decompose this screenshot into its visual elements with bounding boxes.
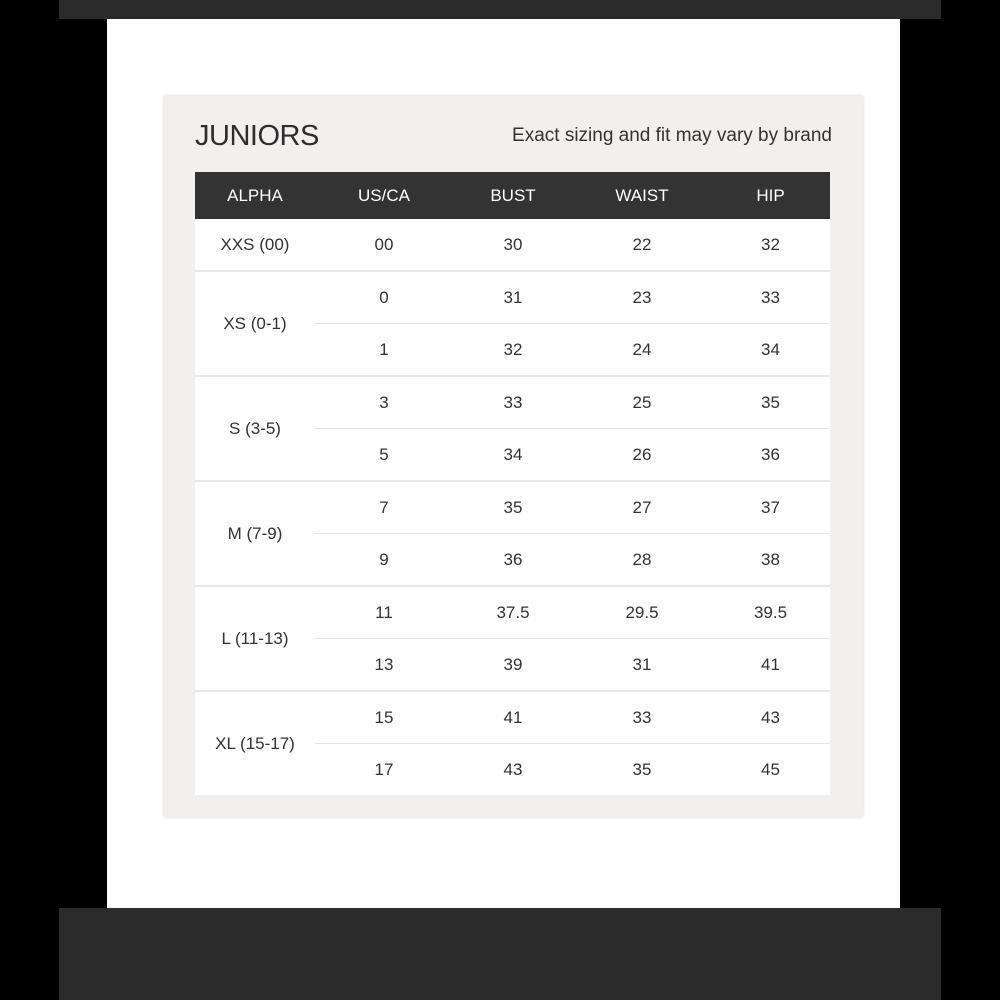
table-row: [315, 428, 830, 480]
waist-cell: 27: [632, 497, 652, 517]
waist-cell: 33: [632, 707, 652, 727]
bust-cell: 34: [503, 444, 523, 464]
bust-cell: 41: [503, 707, 523, 727]
waist-cell: 29.5: [625, 602, 659, 622]
bust-cell: 31: [503, 287, 523, 307]
us-ca-cell: 15: [374, 707, 394, 727]
waist-cell: 23: [632, 287, 652, 307]
size-group: [195, 587, 830, 692]
waist-cell: 35: [632, 759, 652, 779]
bust-cell: 32: [503, 339, 523, 359]
waist-cell: 28: [632, 549, 652, 569]
table-row: [315, 638, 830, 690]
hip-cell: 41: [761, 654, 780, 674]
bust-cell: 39: [503, 654, 523, 674]
hip-cell: 38: [761, 549, 780, 569]
table-row: [315, 533, 830, 585]
hip-cell: 43: [761, 707, 780, 727]
hip-cell: 45: [761, 759, 780, 779]
waist-cell: 26: [632, 444, 652, 464]
table-row: [315, 482, 830, 533]
hip-cell: 35: [761, 392, 780, 412]
bust-cell: 35: [503, 497, 523, 517]
header-hip: HIP: [756, 185, 785, 205]
us-ca-cell: 9: [379, 549, 389, 569]
us-ca-cell: 7: [379, 497, 389, 517]
table-row: [315, 323, 830, 375]
alpha-size: XS (0-1): [223, 313, 287, 333]
hip-cell: 32: [761, 234, 780, 254]
us-ca-cell: 3: [379, 392, 389, 412]
chart-note: Exact sizing and fit may vary by brand: [512, 125, 832, 146]
hip-cell: 34: [761, 339, 780, 359]
us-ca-cell: 13: [374, 654, 394, 674]
waist-cell: 31: [632, 654, 652, 674]
us-ca-cell: 5: [379, 444, 389, 464]
bust-cell: 30: [503, 234, 523, 254]
alpha-size: L (11-13): [221, 628, 289, 648]
table-header: [195, 172, 830, 219]
chart-title: JUNIORS: [195, 120, 319, 152]
size-table: [195, 172, 830, 795]
size-group: [195, 482, 830, 587]
table-row: [315, 272, 830, 323]
size-group: [195, 219, 830, 272]
size-chart-card: [164, 96, 863, 817]
table-row: [315, 743, 830, 795]
us-ca-cell: 11: [375, 602, 393, 622]
header-waist: WAIST: [615, 185, 669, 205]
bust-cell: 37.5: [496, 602, 530, 622]
hip-cell: 37: [761, 497, 780, 517]
waist-cell: 24: [632, 339, 652, 359]
table-row: [315, 377, 830, 428]
table-row: [315, 219, 830, 270]
bust-cell: 33: [503, 392, 523, 412]
hip-cell: 39.5: [753, 602, 788, 622]
us-ca-cell: 00: [374, 234, 394, 254]
alpha-size: XL (15-17): [215, 733, 295, 753]
alpha-size: M (7-9): [227, 523, 283, 543]
us-ca-cell: 17: [374, 759, 394, 779]
size-group: [195, 692, 830, 795]
waist-cell: 25: [632, 392, 652, 412]
header-us-ca: US/CA: [358, 185, 410, 205]
size-group: [195, 377, 830, 482]
hip-cell: 33: [761, 287, 780, 307]
alpha-size: S (3-5): [229, 418, 281, 438]
bust-cell: 43: [503, 759, 523, 779]
us-ca-cell: 1: [379, 339, 389, 359]
us-ca-cell: 0: [379, 287, 389, 307]
table-row: [315, 587, 830, 638]
table-row: [315, 692, 830, 743]
top-bar: [59, 0, 941, 19]
size-group: [195, 272, 830, 377]
bottom-bar: [59, 908, 941, 1000]
header-bust: BUST: [490, 185, 536, 205]
bust-cell: 36: [503, 549, 523, 569]
waist-cell: 22: [632, 234, 652, 254]
header-alpha: ALPHA: [227, 185, 283, 205]
table-body: [195, 219, 830, 795]
alpha-size: XXS (00): [220, 234, 290, 254]
hip-cell: 36: [761, 444, 780, 464]
